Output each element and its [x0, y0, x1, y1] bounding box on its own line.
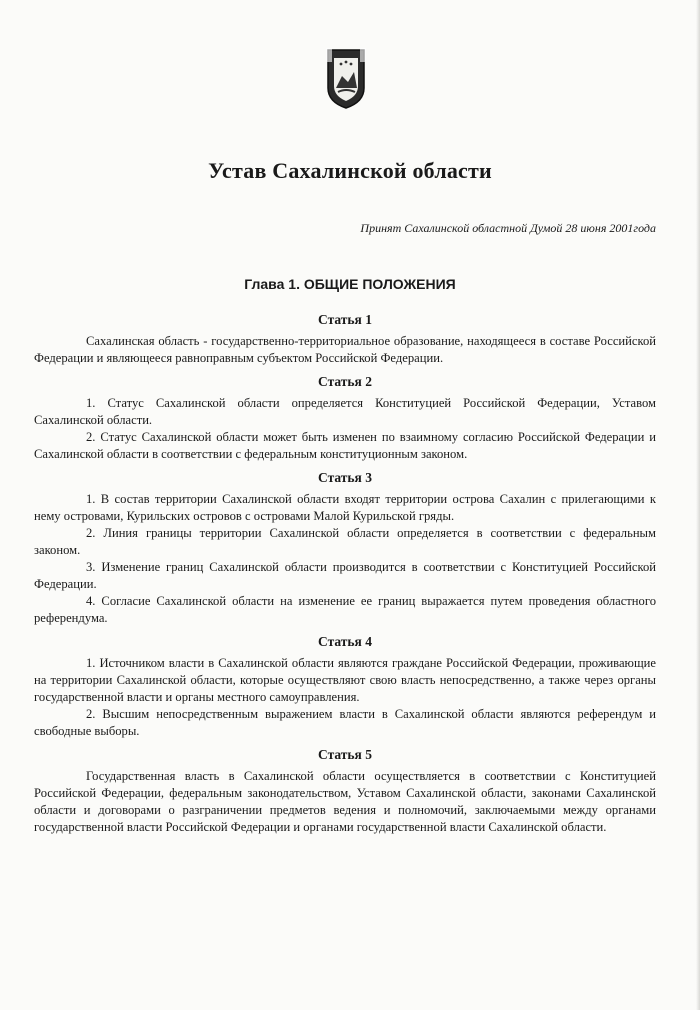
article-paragraph: 4. Согласие Сахалинской области на изменение ее границ выражается путем проведения областного референдума. — [34, 594, 656, 625]
article-paragraph: 1. Статус Сахалинской области определяется Конституцией Российской Федерации, Уставом Сахалинской области. — [34, 396, 656, 427]
document-body — [34, 312, 656, 836]
chapter-heading: Глава 1. ОБЩИЕ ПОЛОЖЕНИЯ — [244, 276, 456, 292]
article-paragraph: 2. Высшим непосредственным выражением власти в Сахалинской области являются референдум и свободные выборы. — [34, 707, 656, 738]
article-2 — [34, 374, 656, 463]
article-paragraph: 3. Изменение границ Сахалинской области производится в соответствии с Конституцией Российской Федерации. — [34, 560, 656, 591]
article-4 — [34, 634, 656, 740]
article-paragraph: Сахалинская область - государственно-территориальное образование, находящееся в составе Российской Федерации и являющееся равноправным субъектом Российской Федерации. — [34, 334, 656, 365]
article-heading: Статья 5 — [318, 747, 372, 762]
article-paragraph: 1. В состав территории Сахалинской области входят территории острова Сахалин с прилегающими к нему островами, Курильских островов с островами Малой Курильской гряды. — [34, 492, 656, 523]
article-paragraph: 2. Статус Сахалинской области может быть изменен по взаимному согласию Российской Федерации и Сахалинской области в соответствии с федеральным конституционным законом. — [34, 430, 656, 461]
adoption-note: Принят Сахалинской областной Думой 28 июня 2001года — [360, 221, 656, 235]
article-heading: Статья 1 — [318, 312, 372, 327]
article-heading: Статья 2 — [318, 374, 372, 389]
document-title: Устав Сахалинской области — [208, 158, 492, 183]
coat-of-arms-icon — [326, 48, 366, 110]
article-paragraph: 2. Линия границы территории Сахалинской области определяется в соответствии с федеральным законом. — [34, 526, 656, 557]
article-paragraph: Государственная власть в Сахалинской области осуществляется в соответствии с Конституцией Российской Федерации, федеральным законодательством, Уставом Сахалинской области, законами Сахалинской области и договорами о разграничении предметов ведения и полномочий, заключаемыми между органами государственной власти Российской Федерации и органами государственной власти Сахалинской области. — [34, 769, 656, 834]
article-heading: Статья 4 — [318, 634, 372, 649]
article-heading: Статья 3 — [318, 470, 372, 485]
article-1 — [34, 312, 656, 367]
article-3 — [34, 470, 656, 627]
article-5 — [34, 747, 656, 836]
article-paragraph: 1. Источником власти в Сахалинской области являются граждане Российской Федерации, проживающие на территории Сахалинской области, которые осуществляют свою власть непосредственно, а также через органы государственной власти и органы местного самоуправления. — [34, 656, 656, 704]
page-edge-shadow — [696, 0, 700, 1010]
